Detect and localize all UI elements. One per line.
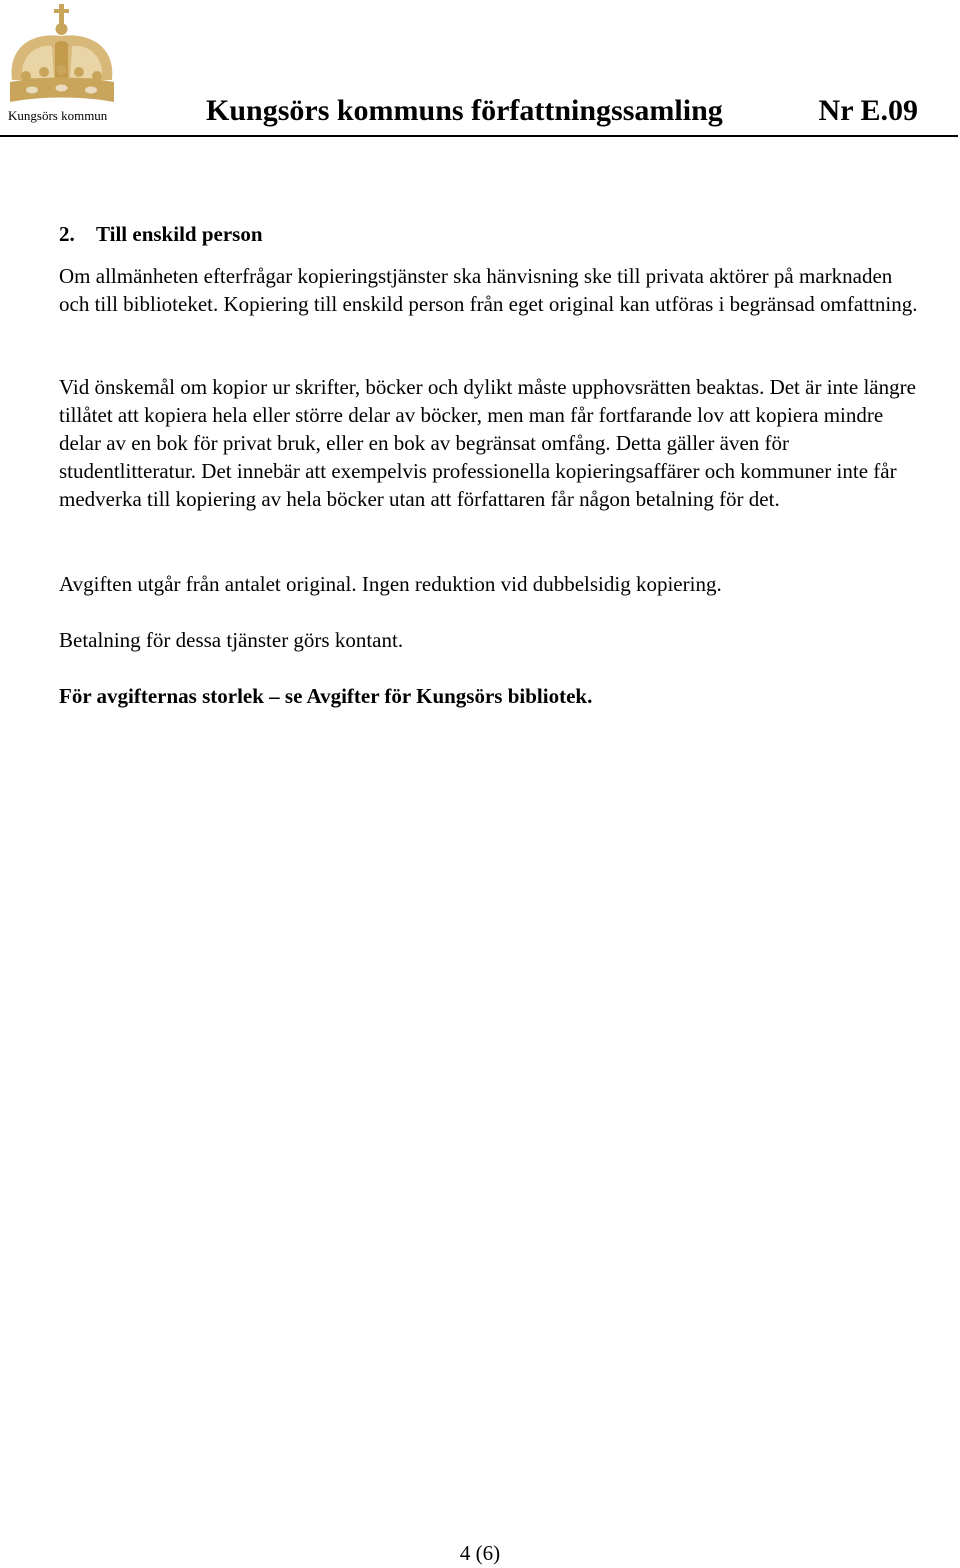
paragraph-payment: Betalning för dessa tjänster görs kontant. xyxy=(59,628,404,652)
paragraph-fee-basis: Avgiften utgår från antalet original. Ingen reduktion vid dubbelsidig kopiering. xyxy=(59,572,722,596)
paragraph-fee-reference: För avgifternas storlek – se Avgifter för Kungsörs bibliotek. xyxy=(59,684,593,708)
logo-text: Kungsörs kommun xyxy=(8,108,108,123)
header-divider xyxy=(0,135,958,137)
section-number: 2. xyxy=(59,222,75,246)
document-series-title: Kungsörs kommuns författningssamling xyxy=(206,94,723,127)
paragraph-copyright: Vid önskemål om kopior ur skrifter, böcker och dylikt måste upphovsrätten beaktas. Det är inte längre tillåtet att kopiera hela eller större delar av böcker, men man får fortfarande lov att kopiera mindre delar av en bok för privat bruk, eller en bok av begränsat omfång. Detta gäller även för studentlitteratur. Det innebär att exempelvis professionella kopieringsaffärer och kommuner inte får medverka till kopiering av hela böcker utan att författaren får någon betalning för det. xyxy=(59,375,916,511)
paragraph-referral: Om allmänheten efterfrågar kopieringstjänster ska hänvisning ske till privata aktörer på marknaden och till biblioteket. Kopiering till enskild person från eget original kan utföras i begränsad omfattning. xyxy=(59,264,918,316)
section-title: Till enskild person xyxy=(96,222,263,246)
crown-icon xyxy=(2,2,122,108)
document-number: Nr E.09 xyxy=(818,94,918,127)
section-heading xyxy=(59,222,263,247)
page-number: 4 (6) xyxy=(459,1541,501,1565)
